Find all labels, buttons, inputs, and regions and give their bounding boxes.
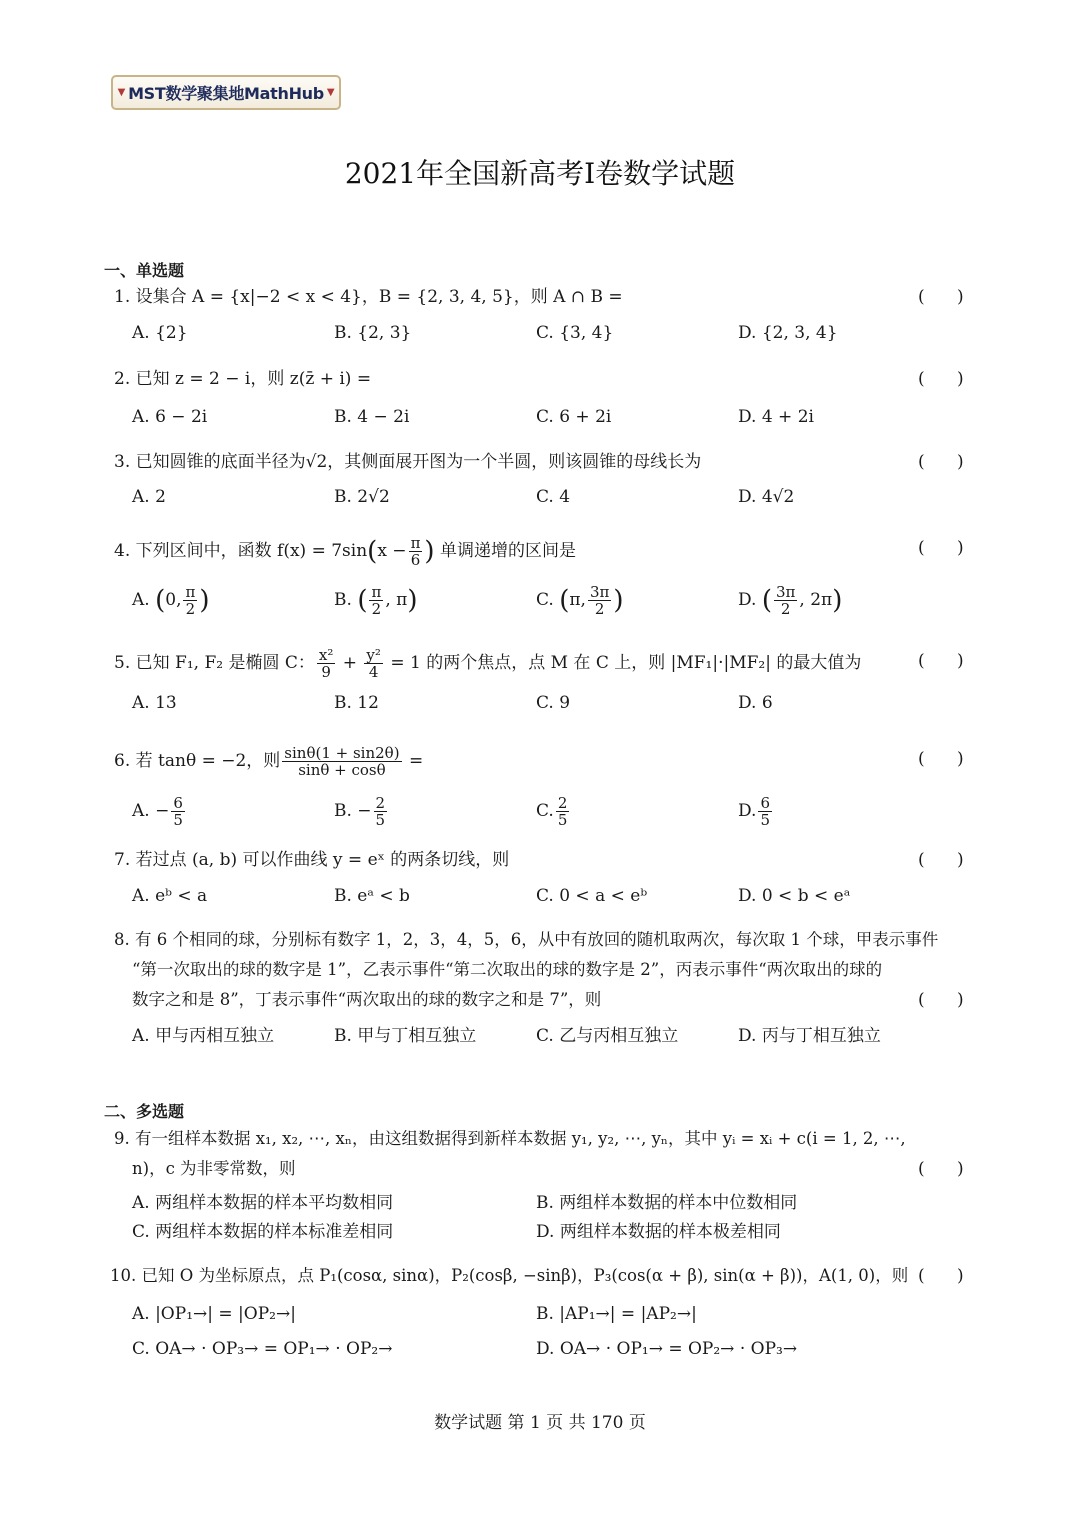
question-stem: 4. 下列区间中，函数 f(x) = 7sin(x − $\frac{\pi}{6}$ ) 单调递增的区间是 bbox=[114, 534, 576, 569]
question-stem: 5. 已知 F₁, F₂ 是椭圆 C： $\frac{\text{x²}}{9}$ + $\frac{\text{y²}}{4}$ = 1 的两个焦点，点 M 在 C 上，则 |MF₁|·|MF₂| 的最大值为 bbox=[114, 646, 862, 681]
option: C. 4 bbox=[536, 487, 571, 507]
option: C. (π, $\frac{3\pi}{2}$ ) bbox=[536, 583, 624, 618]
triangle-down-icon: ▼ bbox=[326, 87, 335, 98]
question-stem-line: 数字之和是 8”，丁表示事件“两次取出的球的数字之和是 7”，则 bbox=[132, 990, 602, 1009]
option: D. 4√2 bbox=[738, 487, 795, 507]
option: B. 4 − 2i bbox=[334, 407, 410, 427]
fraction: $\frac{\sin\theta(1 + \sin 2\theta)}{\sin\theta + \cos\theta}$ bbox=[284, 744, 400, 779]
answer-paren: ( ) bbox=[918, 369, 964, 389]
option: D. 0 < b < eᵃ bbox=[738, 886, 851, 906]
question-stem: 8. 有 6 个相同的球，分别标有数字 1，2，3，4，5，6，从中有放回的随机取两次，每次取 1 个球，甲表示事件 bbox=[114, 930, 939, 949]
option: A. − $\frac{6}{5}$ bbox=[132, 794, 183, 829]
question-stem: 2. 已知 z = 2 − i，则 z(z̄ + i) = bbox=[114, 369, 372, 389]
question-stem-line: n)，c 为非零常数，则 bbox=[132, 1159, 296, 1178]
question-stem: 3. 已知圆锥的底面半径为√2，其侧面展开图为一个半圆，则该圆锥的母线长为 bbox=[114, 452, 702, 472]
option: C. 9 bbox=[536, 693, 571, 713]
option: D. 两组样本数据的样本极差相同 bbox=[536, 1222, 781, 1242]
option: A. (0, $\frac{\pi}{2}$ ) bbox=[132, 583, 210, 618]
answer-paren: ( ) bbox=[918, 850, 964, 870]
fraction: $\frac{\pi}{6}$ bbox=[410, 534, 421, 569]
section-heading: 一、单选题 bbox=[104, 261, 185, 280]
page-title: 2021年全国新高考I卷数学试题 bbox=[344, 157, 736, 190]
option: B. |AP₁→| = |AP₂→| bbox=[536, 1304, 697, 1324]
option: D. OA→ · OP₁→ = OP₂→ · OP₃→ bbox=[536, 1339, 798, 1359]
option: A. 两组样本数据的样本平均数相同 bbox=[132, 1193, 394, 1213]
answer-paren: ( ) bbox=[918, 990, 964, 1010]
answer-paren: ( ) bbox=[918, 452, 964, 472]
option: D. 6 bbox=[738, 693, 773, 713]
option: D. $\frac{6}{5}$ bbox=[738, 794, 770, 829]
option: A. {2} bbox=[132, 323, 188, 343]
option: D. ( $\frac{3\pi}{2}$ , 2π) bbox=[738, 583, 843, 618]
option: B. 甲与丁相互独立 bbox=[334, 1026, 477, 1046]
answer-paren: ( ) bbox=[918, 287, 964, 307]
option: C. 6 + 2i bbox=[536, 407, 612, 427]
answer-paren: ( ) bbox=[918, 1159, 964, 1179]
option: C. $\frac{2}{5}$ bbox=[536, 794, 568, 829]
option: D. 丙与丁相互独立 bbox=[738, 1026, 881, 1046]
logo-text: MST数学聚集地MathHub bbox=[128, 84, 324, 103]
question-stem: 10. 已知 O 为坐标原点，点 P₁(cosα, sinα)，P₂(cosβ, −sinβ)，P₃(cos(α + β), sin(α + β))，A(1, 0)，则 bbox=[110, 1266, 909, 1285]
option: C. 乙与丙相互独立 bbox=[536, 1026, 679, 1046]
page-footer: 数学试题 第 1 页 共 170 页 bbox=[434, 1413, 646, 1433]
option: C. 两组样本数据的样本标准差相同 bbox=[132, 1222, 394, 1242]
logo-badge bbox=[111, 75, 341, 110]
option: B. ( $\frac{\pi}{2}$ , π) bbox=[334, 583, 418, 618]
option: C. OA→ · OP₃→ = OP₁→ · OP₂→ bbox=[132, 1339, 393, 1359]
question-stem: 9. 有一组样本数据 x₁, x₂, ⋯, xₙ，由这组数据得到新样本数据 y₁, y₂, ⋯, yₙ，其中 yᵢ = xᵢ + c(i = 1, 2, ⋯, bbox=[114, 1129, 906, 1148]
answer-paren: ( ) bbox=[918, 1266, 964, 1286]
answer-paren: ( ) bbox=[918, 749, 964, 769]
answer-paren: ( ) bbox=[918, 651, 964, 671]
fraction: $\frac{\text{x²}}{9}$ bbox=[318, 646, 334, 681]
option: C. 0 < a < eᵇ bbox=[536, 886, 648, 906]
option: D. {2, 3, 4} bbox=[738, 323, 838, 343]
option: B. 12 bbox=[334, 693, 379, 713]
question-stem: 1. 设集合 A = {x|−2 < x < 4}，B = {2, 3, 4, 5}，则 A ∩ B = bbox=[114, 287, 623, 307]
question-stem-line: “第一次取出的球的数字是 1”，乙表示事件“第二次取出的球的数字是 2”，丙表示事件“两次取出的球的 bbox=[132, 960, 883, 979]
fraction: $\frac{\text{y²}}{4}$ bbox=[366, 646, 381, 681]
option: A. 13 bbox=[132, 693, 177, 713]
option: B. 2√2 bbox=[334, 487, 390, 507]
option: B. 两组样本数据的样本中位数相同 bbox=[536, 1193, 798, 1213]
question-stem: 7. 若过点 (a, b) 可以作曲线 y = eˣ 的两条切线，则 bbox=[114, 850, 510, 870]
answer-paren: ( ) bbox=[918, 538, 964, 558]
option: C. {3, 4} bbox=[536, 323, 614, 343]
option: A. 2 bbox=[132, 487, 166, 507]
option: B. {2, 3} bbox=[334, 323, 412, 343]
triangle-down-icon: ▼ bbox=[117, 87, 126, 98]
question-stem: 6. 若 tanθ = −2，则 $\frac{\sin\theta(1 + \sin 2\theta)}{\sin\theta + \cos\theta}$ = bbox=[114, 744, 424, 779]
option: D. 4 + 2i bbox=[738, 407, 814, 427]
option: A. 6 − 2i bbox=[132, 407, 208, 427]
option: A. eᵇ < a bbox=[132, 886, 208, 906]
option: B. − $\frac{2}{5}$ bbox=[334, 794, 386, 829]
option: B. eᵃ < b bbox=[334, 886, 410, 906]
section-heading: 二、多选题 bbox=[104, 1102, 185, 1121]
option: A. 甲与丙相互独立 bbox=[132, 1026, 275, 1046]
option: A. |OP₁→| = |OP₂→| bbox=[132, 1304, 296, 1324]
